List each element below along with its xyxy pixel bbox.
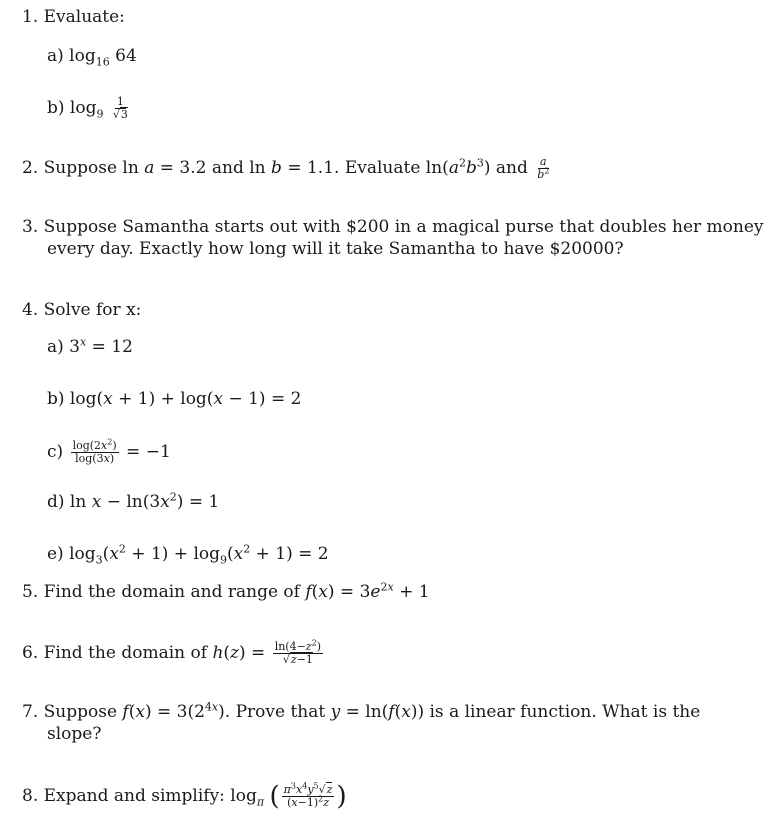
problem-5: 5. Find the domain and range of $f(x) = 3e^{2x} + 1$ xyxy=(22,580,430,602)
problem-4b: b) log(x + 1) + log(x − 1) = 2 xyxy=(47,389,302,409)
problem-4-title: 4. Solve for x: xyxy=(22,300,142,320)
problem-4d: d) $\ln x - \ln(3x^2) = 1$ xyxy=(47,490,220,512)
problem-4c: c) $\frac{\log(2x^2)}{\log(3x)}$ = −1 xyxy=(47,437,171,465)
problem-8: 8. Expand and simplify: $\log_\pi$ ( $\frac{\pi^3x^4y^5√z}{(x-1)^2z}$ ) xyxy=(22,781,347,812)
problem-6: 6. Find the domain of h(z) = $\frac{\ln(4-z^2)}{√z-1}$ xyxy=(22,638,321,666)
problem-3-line-1: 3. Suppose Samantha starts out with $200 in a magical purse that doubles her money xyxy=(22,217,764,237)
problem-7-line-2: slope? xyxy=(47,724,102,744)
problem-1a: a) $\log_{16} 64$ xyxy=(47,46,137,69)
problem-7-line-1: 7. Suppose $f(x) = 3(2^{4x})$. Prove that y = ln(f(x)) is a linear function. What is the xyxy=(22,700,701,722)
problem-3-line-2: every day. Exactly how long will it take Samantha to have $20000? xyxy=(47,239,624,259)
problem-4e: e) $\log_3(x^2 + 1) + \log_9(x^2 + 1) = 2$ xyxy=(47,542,329,567)
problem-4a: a) $3^x = 12$ xyxy=(47,335,133,357)
problem-2: 2. Suppose ln a = 3.2 and ln b = 1.1. Evaluate $\ln(a^2b^3)$ and $\frac{a}{b^2}$ xyxy=(22,155,550,181)
problem-1-title: 1. Evaluate: xyxy=(22,7,125,27)
problem-1b: b) $\log_9$ $\frac{1}{√3}$ xyxy=(47,95,128,121)
